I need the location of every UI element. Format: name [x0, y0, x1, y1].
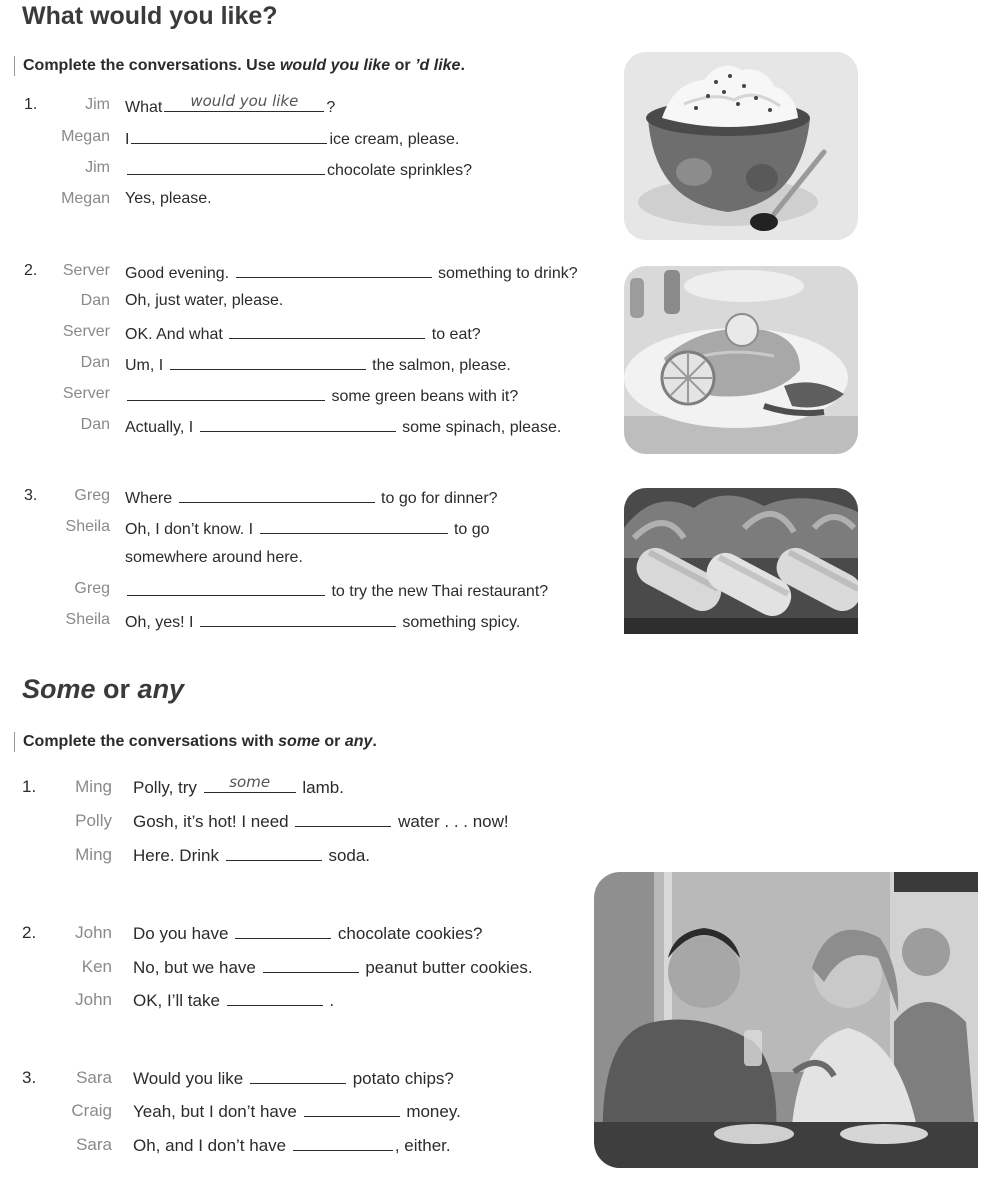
speaker: Greg [74, 487, 110, 504]
answer-blank[interactable] [236, 262, 432, 278]
speaker: Server [62, 323, 110, 340]
answer-blank[interactable] [260, 518, 448, 534]
answer-input[interactable] [229, 319, 425, 337]
salmon-dinner-photo [624, 266, 858, 454]
speaker: Polly [75, 811, 112, 830]
answer-blank[interactable] [127, 580, 325, 596]
speaker: Megan [61, 128, 110, 145]
answer-blank[interactable] [250, 1068, 346, 1084]
answer-input[interactable] [295, 807, 391, 825]
speaker: Sheila [65, 611, 110, 628]
speaker: Ming [75, 845, 112, 864]
answer-input[interactable] [236, 258, 432, 276]
spring-rolls-photo [624, 488, 858, 634]
answer-blank[interactable] [200, 611, 396, 627]
conv2-number: 2. [24, 262, 38, 279]
dialogue-line: chocolate sprinkles? [125, 159, 472, 180]
conv3-number: 3. [24, 487, 38, 504]
dialogue-line: Yes, please. [125, 190, 212, 207]
couple-dining-photo [594, 872, 978, 1168]
answer-blank[interactable] [127, 385, 325, 401]
answer-blank[interactable] [170, 354, 366, 370]
section1-instruction: Complete the conversations. Use would you like or ’d like. [14, 56, 465, 76]
answer-blank[interactable] [164, 96, 324, 112]
dialogue-line: Where to go for dinner? [125, 487, 498, 508]
answer-input[interactable] [170, 350, 366, 368]
answer-input[interactable] [293, 1131, 393, 1149]
section1-title: What would you like? [22, 2, 278, 30]
dialogue-line: No, but we have peanut butter cookies. [133, 957, 533, 978]
speaker: Jim [85, 159, 110, 176]
answer-blank[interactable] [179, 487, 375, 503]
answer-blank[interactable] [295, 811, 391, 827]
answer-blank[interactable] [227, 990, 323, 1006]
section2-title: Some or any [22, 674, 185, 704]
answer-input[interactable] [131, 124, 327, 142]
s2-conv3-number: 3. [22, 1068, 37, 1087]
dialogue-line: OK, I’ll take . [133, 990, 334, 1011]
speaker: John [75, 990, 112, 1009]
answer-input[interactable] [200, 607, 396, 625]
answer-blank[interactable] [131, 128, 327, 144]
s2-conv1-number: 1. [22, 777, 37, 796]
answer-input[interactable] [235, 919, 331, 937]
answer-input[interactable] [304, 1097, 400, 1115]
speaker: Dan [80, 292, 110, 309]
answer-blank[interactable] [304, 1101, 400, 1117]
dialogue-line: Do you have chocolate cookies? [133, 923, 483, 944]
answer-blank[interactable] [127, 159, 325, 175]
dialogue-line: Oh, I don’t know. I to go [125, 518, 490, 539]
speaker: Ming [75, 777, 112, 796]
answer-blank[interactable] [200, 416, 396, 432]
speaker: Megan [61, 190, 110, 207]
dialogue-line: Oh, just water, please. [125, 292, 284, 309]
dialogue-line: What would you like ? [125, 96, 335, 117]
speaker: Sara [76, 1068, 112, 1087]
answer-blank[interactable] [293, 1135, 393, 1151]
speaker: Sara [76, 1135, 112, 1154]
dialogue-line: Oh, and I don’t have , either. [133, 1135, 451, 1156]
speaker: Ken [81, 957, 112, 976]
answer-input[interactable] [227, 986, 323, 1004]
dialogue-line: Oh, yes! I something spicy. [125, 611, 520, 632]
dialogue-line: Would you like potato chips? [133, 1068, 454, 1089]
answer-input[interactable] [250, 1064, 346, 1082]
dialogue-line: to try the new Thai restaurant? [125, 580, 548, 601]
answer-input[interactable] [179, 483, 375, 501]
dialogue-line: some green beans with it? [125, 385, 518, 406]
answer-input[interactable] [204, 773, 296, 791]
answer-input[interactable] [164, 92, 324, 110]
section2-instruction: Complete the conversations with some or any. [14, 732, 377, 752]
speaker: Dan [80, 416, 110, 433]
dialogue-line: Here. Drink soda. [133, 845, 370, 866]
ice-cream-photo [624, 52, 858, 240]
dialogue-line: Um, I the salmon, please. [125, 354, 511, 375]
dialogue-line: Actually, I some spinach, please. [125, 416, 561, 437]
speaker: Server [62, 385, 110, 402]
speaker: John [75, 923, 112, 942]
answer-blank[interactable] [229, 323, 425, 339]
dialogue-line: somewhere around here. [125, 549, 303, 566]
dialogue-line: Polly, try some lamb. [133, 777, 344, 798]
answer-input[interactable] [127, 576, 325, 594]
answer-blank[interactable] [204, 777, 296, 793]
speaker: Jim [85, 96, 110, 113]
speaker: Craig [71, 1101, 112, 1120]
dialogue-line: Gosh, it’s hot! I need water . . . now! [133, 811, 509, 832]
answer-input[interactable] [200, 412, 396, 430]
speaker: Greg [74, 580, 110, 597]
answer-input[interactable] [127, 381, 325, 399]
answer-blank[interactable] [226, 845, 322, 861]
dialogue-line: Good evening. something to drink? [125, 262, 578, 283]
s2-conv2-number: 2. [22, 923, 37, 942]
answer-blank[interactable] [263, 957, 359, 973]
dialogue-line: Yeah, but I don’t have money. [133, 1101, 461, 1122]
answer-blank[interactable] [235, 923, 331, 939]
answer-input[interactable] [127, 155, 325, 173]
dialogue-line: I ice cream, please. [125, 128, 459, 149]
speaker: Server [62, 262, 110, 279]
answer-input[interactable] [226, 841, 322, 859]
answer-input[interactable] [263, 953, 359, 971]
answer-input[interactable] [260, 514, 448, 532]
dialogue-line: OK. And what to eat? [125, 323, 481, 344]
conv1-number: 1. [24, 96, 38, 113]
speaker: Dan [80, 354, 110, 371]
speaker: Sheila [65, 518, 110, 535]
